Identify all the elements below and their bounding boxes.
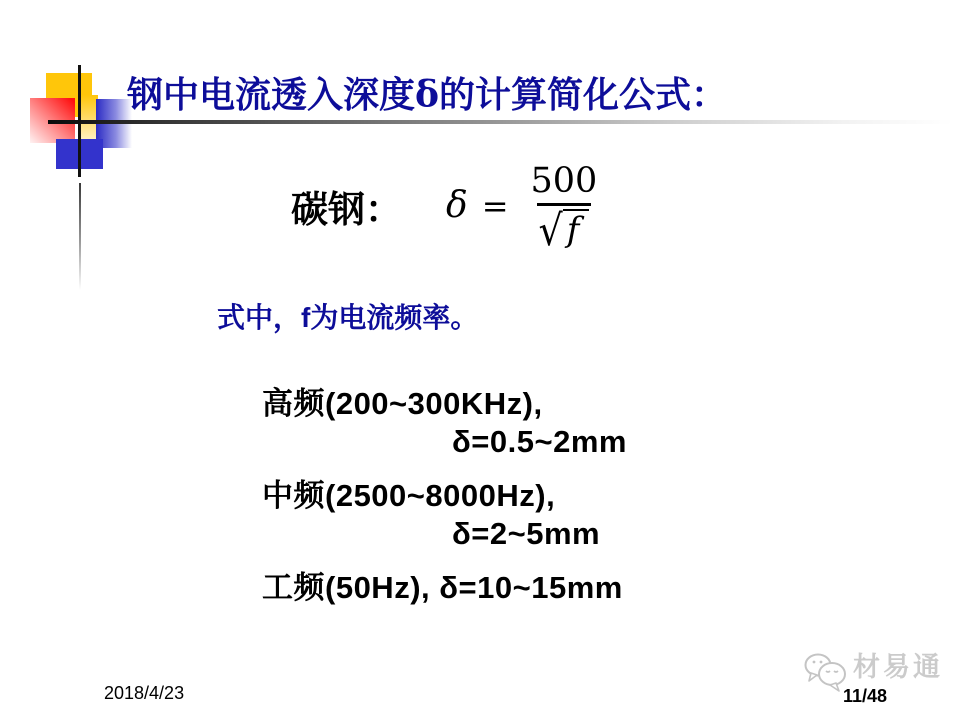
square-root-sign: √ <box>538 205 563 255</box>
note-prefix: 式中， <box>217 301 302 334</box>
formula-equals-sign: = <box>481 187 509 226</box>
title-underline-rule <box>48 120 953 124</box>
footer-date: 2018/4/23 <box>104 683 185 703</box>
deco-vertical-line <box>78 65 81 177</box>
formula-numerator: 500 <box>530 161 598 201</box>
formula-fraction <box>521 161 608 255</box>
formula-delta-equation <box>446 161 607 255</box>
slide-title: 钢中电流透入深度δ的计算简化公式： <box>127 74 728 116</box>
freq-line-power: 工频(50Hz), δ=10~15mm <box>262 570 623 605</box>
formula-denominator <box>537 203 592 255</box>
freq-line-medium: 中频(2500~8000Hz), <box>262 478 556 513</box>
deco-vertical-line-fade <box>79 183 81 290</box>
formula-note <box>217 296 478 336</box>
watermark-text: 材易通 <box>853 652 943 683</box>
page-number: 11/48 <box>843 686 888 706</box>
material-label: 碳钢： <box>291 187 402 231</box>
formula-frequency-variable: f <box>563 209 590 249</box>
freq-line-high: 高频(200~300KHz), <box>262 386 543 421</box>
freq-line-high-depth: δ=0.5~2mm <box>452 424 627 459</box>
formula-delta-symbol: δ <box>446 185 468 227</box>
freq-line-medium-depth: δ=2~5mm <box>452 516 601 551</box>
note-suffix: 为电流频率。 <box>310 301 479 334</box>
note-variable-f: f <box>301 302 311 333</box>
